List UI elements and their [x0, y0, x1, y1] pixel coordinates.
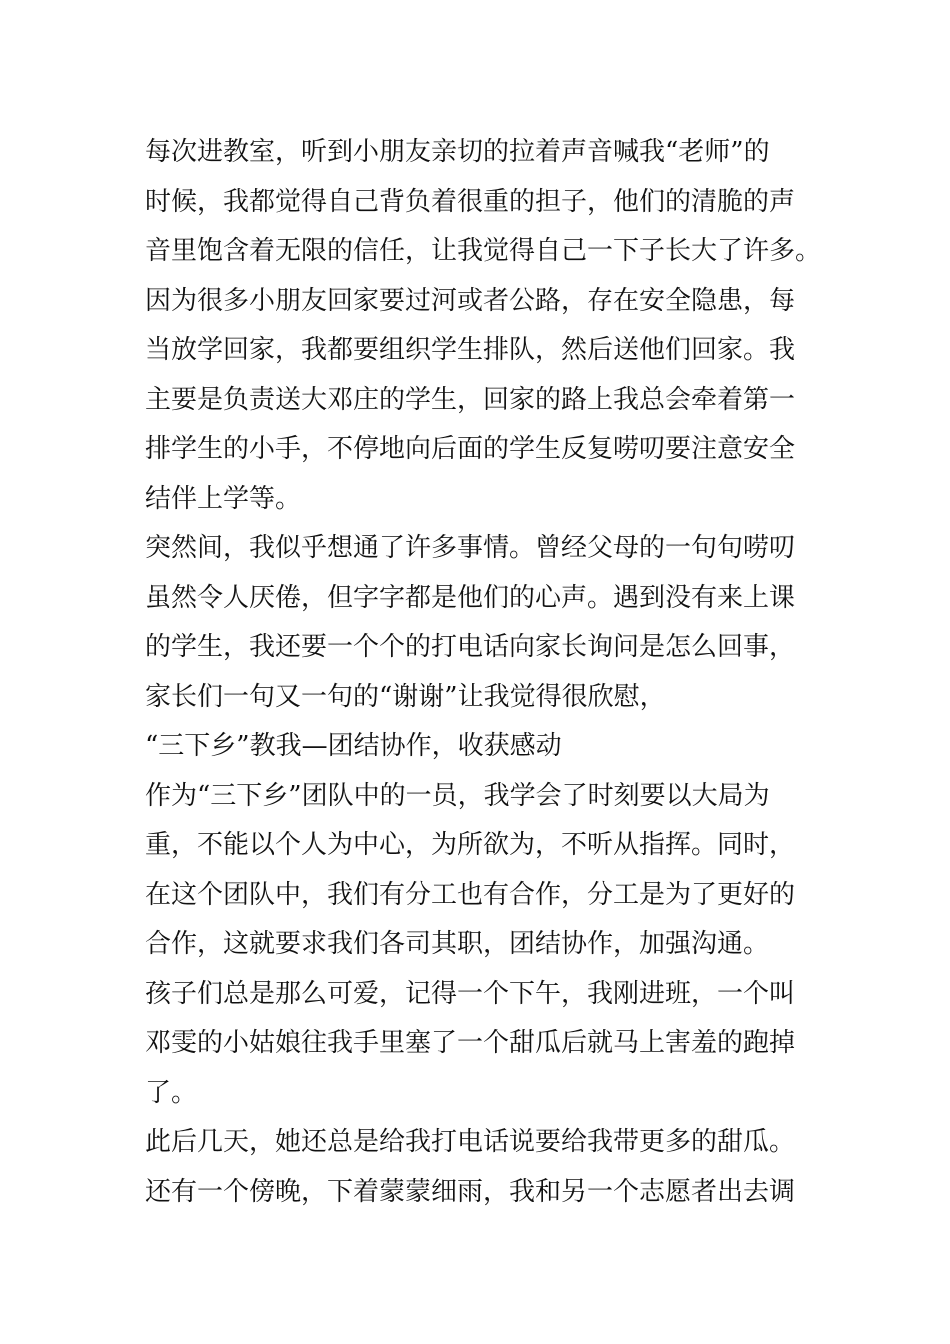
- text-line: 家长们一句又一句的“谢谢”让我觉得很欣慰，: [145, 681, 666, 712]
- text-line: 了。: [145, 1077, 198, 1108]
- text-line: 结伴上学等。: [145, 483, 302, 514]
- text-line: 邓雯的小姑娘往我手里塞了一个甜瓜后就马上害羞的跑掉: [145, 1028, 796, 1058]
- text-line: 孩子们总是那么可爱，记得一个下午，我刚进班，一个叫: [145, 978, 796, 1009]
- text-line: 主要是负责送大邓庄的学生，回家的路上我总会牵着第一: [145, 384, 796, 415]
- body-text: [145, 128, 822, 1217]
- text-line: 此后几天，她还总是给我打电话说要给我带更多的甜瓜。: [145, 1127, 796, 1157]
- text-line: 虽然令人厌倦，但字字都是他们的心声。遇到没有来上课: [145, 582, 796, 613]
- text-line: 当放学回家，我都要组织学生排队，然后送他们回家。我: [145, 335, 796, 365]
- text-line: 作为“三下乡”团队中的一员，我学会了时刻要以大局为: [145, 780, 770, 811]
- section-heading: “三下乡”教我—团结协作，收获感动: [145, 731, 562, 761]
- text-line: 在这个团队中，我们有分工也有合作，分工是为了更好的: [145, 879, 796, 910]
- text-line: 每次进教室，听到小朋友亲切的拉着声音喊我“老师”的: [145, 137, 770, 167]
- text-line: 时候，我都觉得自己背负着很重的担子，他们的清脆的声: [145, 186, 796, 217]
- text-line: 还有一个傍晚，下着蒙蒙细雨，我和另一个志愿者出去调: [145, 1176, 796, 1207]
- text-line: 排学生的小手，不停地向后面的学生反复唠叨要注意安全: [145, 434, 796, 464]
- text-line: 的学生，我还要一个个的打电话向家长询问是怎么回事，: [145, 632, 796, 662]
- text-line: 重，不能以个人为中心，为所欲为，不听从指挥。同时，: [145, 830, 796, 860]
- text-line: 合作，这就要求我们各司其职，团结协作，加强沟通。: [145, 929, 770, 959]
- text-line: 音里饱含着无限的信任，让我觉得自己一下子长大了许多。: [145, 236, 822, 266]
- text-line: 因为很多小朋友回家要过河或者公路，存在安全隐患，每: [145, 285, 796, 316]
- text-line: 突然间，我似乎想通了许多事情。曾经父母的一句句唠叨: [145, 533, 796, 563]
